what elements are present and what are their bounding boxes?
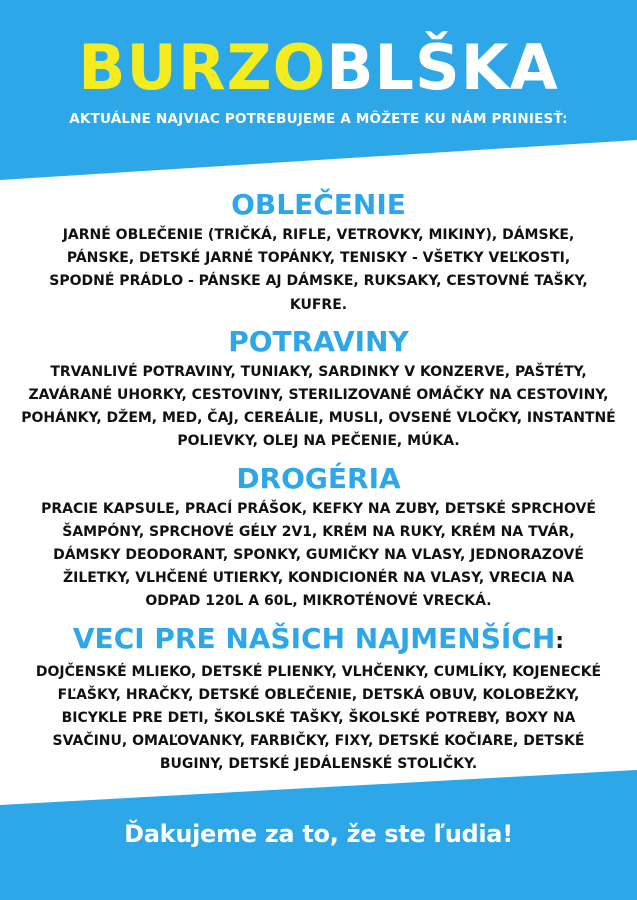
logo-part-yellow: BURZO	[78, 31, 327, 104]
section-items-children: DOJČENSKÉ MLIEKO, DETSKÉ PLIENKY, VLHČENKY, CUMLÍKY, KOJENECKÉ FĽAŠKY, HRAČKY, DETSKÉ OBLEČENIE, DETSKÁ OBUV, KOLOBEŽKY, BICYKLE PRE DETI, ŠKOLSKÉ TAŠKY, ŠKOLSKÉ POTREBY, BOXY NA SVAČINU, OMAĽOVANKY, FARBIČKY, FIXY, DETSKÉ KOČIARE, DETSKÉ BUGINY, DETSKÉ JEDÁLENSKÉ STOLIČKY.	[35, 663, 602, 773]
footer-thanks: Ďakujeme za to, že ste ľudia!	[124, 820, 513, 848]
section-children	[18, 620, 619, 777]
section-drugstore	[18, 460, 619, 614]
content	[18, 186, 619, 783]
section-title-food: POTRAVINY	[228, 324, 409, 358]
logo-part-white: BLŠKA	[326, 31, 559, 104]
section-food	[18, 323, 619, 454]
section-clothing	[18, 186, 619, 317]
section-items-clothing: JARNÉ OBLEČENIE (TRIČKÁ, RIFLE, VETROVKY, MIKINY), DÁMSKE, PÁNSKE, DETSKÉ JARNÉ TOPÁNKY, TENISKY - VŠETKY VEĽKOSTI, SPODNÉ PRÁDLO - PÁNSKE AJ DÁMSKE, RUKSAKY, CESTOVNÉ TAŠKY, KUFRE.	[49, 227, 588, 313]
section-title-children-text: VECI PRE NAŠICH NAJMENŠÍCH	[72, 621, 556, 655]
section-title-clothing: OBLEČENIE	[231, 188, 406, 221]
section-title-children-colon: :	[555, 628, 565, 654]
header-subtitle: AKTUÁLNE NAJVIAC POTREBUJEME A MÔŽETE KU NÁM PRINIESŤ:	[69, 111, 568, 127]
section-items-food: TRVANLIVÉ POTRAVINY, TUNIAKY, SARDINKY V KONZERVE, PAŠTÉTY, ZAVÁRANÉ UHORKY, CESTOVINY, STERILIZOVANÉ OMÁČKY NA CESTOVINY, POHÁNKY, DŽEM, MED, ČAJ, CEREÁLIE, MUSLI, OVSENÉ VLOČKY, INSTANTNÉ POLIEVKY, OLEJ NA PEČENIE, MÚKA.	[21, 363, 616, 450]
section-items-drugstore: PRACIE KAPSULE, PRACÍ PRÁŠOK, KEFKY NA ZUBY, DETSKÉ SPRCHOVÉ ŠAMPÓNY, SPRCHOVÉ GÉLY 2V1, KRÉM NA RUKY, KRÉM NA TVÁR, DÁMSKY DEODORANT, SPONKY, GUMIČKY NA VLASY, JEDNORAZOVÉ ŽILETKY, VLHČENÉ UTIERKY, KONDICIONÉR NA VLASY, VRECIA NA ODPAD 120L A 60L, MIKROTÉNOVÉ VRECKÁ.	[41, 500, 596, 610]
logo	[0, 28, 637, 108]
section-title-children	[18, 620, 619, 661]
section-title-drugstore: DROGÉRIA	[236, 461, 401, 495]
